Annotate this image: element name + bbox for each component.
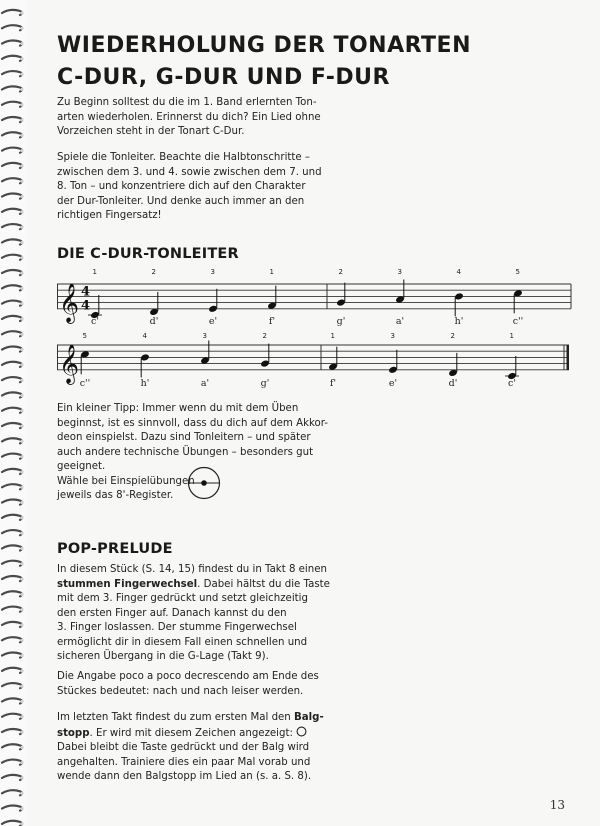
intro-paragraph-2: Spiele die Tonleiter. Beachte die Halbtonschritte – zwischen dem 3. und 4. sowie zwischen dem 7. und 8. Ton – und konzentriere dich auf den Charakter der Dur-Tonleiter. Und denke auch immer an den richtigen Fingersatz!: [57, 152, 322, 221]
finger-number: 2: [151, 268, 156, 276]
finger-number: 1: [509, 332, 514, 340]
final-barline: [567, 345, 570, 370]
scale-note: [505, 356, 519, 380]
finger-number: 1: [269, 268, 274, 276]
scale-note: [208, 289, 218, 313]
note-name-label: g': [260, 378, 270, 389]
note-name-label: h': [140, 378, 150, 389]
finger-number: 3: [390, 332, 395, 340]
note-name-label: c': [508, 378, 516, 389]
note-name-label: c': [91, 316, 99, 327]
register-8ft-icon: [187, 466, 221, 500]
staff-scale-down: [57, 330, 577, 394]
scale-note: [149, 292, 159, 316]
staff-scale-up: [57, 266, 577, 334]
tip-paragraph: Ein kleiner Tipp: Immer wenn du mit dem Üben beginnst, ist es sinnvoll, dass du dich auf dem Akkor- deon einspielst. Dazu sind Tonleitern – und später auch andere technische Übungen – besonders gut geeignet. Wähle bei Einspielübungen jeweils das 8'-Register.: [57, 403, 328, 501]
page-number: 13: [549, 798, 565, 812]
scale-note: [200, 341, 210, 365]
finger-number: 2: [450, 332, 455, 340]
note-name-label: c'': [512, 316, 524, 327]
section-title-c-major-scale: DIE C-DUR-TONLEITER: [57, 246, 239, 262]
scale-note: [336, 283, 346, 307]
finger-number: 5: [515, 268, 520, 276]
scale-note: [260, 344, 270, 368]
scale-note: [395, 280, 405, 304]
note-name-label: h': [454, 316, 464, 327]
finger-number: 2: [262, 332, 267, 340]
time-signature-top: 4: [81, 284, 91, 300]
note-name-label: d': [448, 378, 458, 389]
scale-note: [140, 353, 150, 377]
pop-paragraph-1: In diesem Stück (S. 14, 15) findest du in Takt 8 einen stummen Fingerwechsel. Dabei hältst du die Taste mit dem 3. Finger gedrückt und setzt gleichzeitig den ersten Finger auf. Danach kannst du den 3. Finger loslassen. Der stumme Fingerwechsel ermöglicht dir in diesem Fall einen schnellen und sicheren Übergang in die G-Lage (Takt 9).: [57, 564, 330, 662]
finger-number: 3: [202, 332, 207, 340]
note-name-label: c'': [79, 378, 91, 389]
page-title: WIEDERHOLUNG DER TONARTEN C-DUR, G-DUR UND F-DUR: [57, 33, 471, 90]
finger-number: 1: [330, 332, 335, 340]
note-name-label: g': [336, 316, 346, 327]
scale-note: [267, 286, 277, 310]
finger-number: 3: [397, 268, 402, 276]
finger-number: 1: [92, 268, 97, 276]
finger-number: 5: [82, 332, 87, 340]
treble-clef-icon: 𝄞: [59, 282, 80, 323]
scale-note: [513, 289, 523, 313]
intro-paragraph-1: Zu Beginn solltest du die im 1. Band erlernten Ton- arten wiederholen. Erinnerst du dich? Ein Lied ohne Vorzeichen steht in der Tonart C-Dur.: [57, 97, 321, 137]
note-name-label: f': [329, 378, 337, 389]
bellows-stop-icon: [296, 726, 307, 737]
note-name-label: a': [395, 316, 405, 327]
pop-paragraph-3: Im letzten Takt findest du zum ersten Mal den Balg- stopp. Er wird mit diesem Zeichen angezeigt: Dabei bleibt die Taste gedrückt und der Balg wird angehalten. Trainiere dies ein paar Mal vorab und wende dann den Balgstopp im Lied an (s. a. S. 8).: [57, 712, 324, 782]
finger-number: 4: [456, 268, 461, 276]
note-name-label: e': [208, 316, 218, 327]
note-name-label: f': [268, 316, 276, 327]
finger-number: 4: [142, 332, 147, 340]
scale-note: [388, 350, 398, 374]
scale-note: [448, 353, 458, 377]
scale-note: [80, 350, 90, 374]
finger-number: 2: [338, 268, 343, 276]
treble-clef-icon: 𝄞: [59, 343, 80, 384]
pop-paragraph-2: Die Angabe poco a poco decrescendo am Ende des Stückes bedeutet: nach und nach leiser werden.: [57, 671, 319, 697]
finger-number: 3: [210, 268, 215, 276]
note-name-label: e': [388, 378, 398, 389]
time-signature-bottom: 4: [81, 298, 91, 314]
scale-note: [454, 292, 464, 316]
note-name-label: d': [149, 316, 159, 327]
section-title-pop-prelude: POP-PRELUDE: [57, 541, 173, 557]
spiral-binding: [0, 0, 26, 826]
scale-note: [328, 347, 338, 371]
note-name-label: a': [200, 378, 210, 389]
